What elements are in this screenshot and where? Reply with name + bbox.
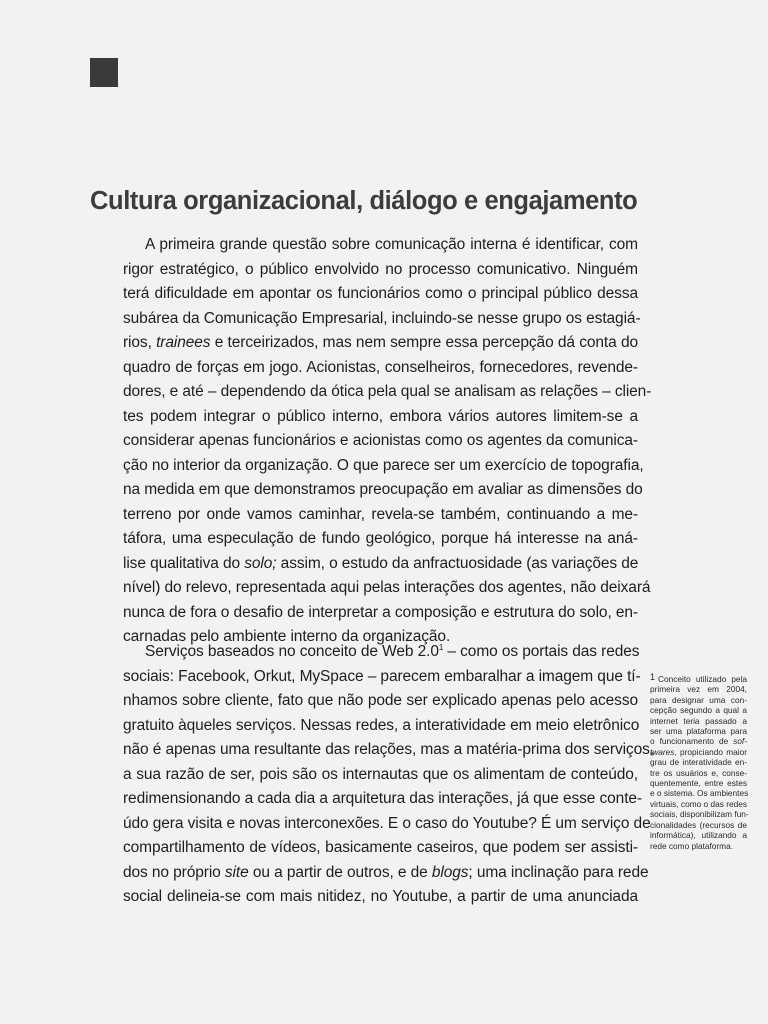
text-line: quadro de forças em jogo. Acionistas, conselheiros, fornecedores, revende- (123, 358, 638, 376)
text-line: compartilhamento de vídeos, basicamente caseiros, que podem ser assisti- (123, 839, 638, 856)
italic-term: site (224, 863, 249, 881)
chapter-marker-square (90, 58, 118, 87)
text-line: A primeira grande questão sobre comunicação interna é identificar, com (145, 236, 638, 253)
italic-term: sof- (733, 736, 747, 747)
text-run: dos no próprio (123, 863, 225, 881)
footnote-line: tre os usuários e, conse- (650, 767, 747, 778)
text-run: Serviços baseados no conceito de Web 2.0 (145, 643, 439, 660)
footnote-line (650, 736, 747, 746)
footnote-line: primeira vez em 2004, (650, 684, 747, 695)
text-line (123, 640, 638, 665)
text-line (123, 331, 638, 356)
italic-term: blogs (431, 863, 469, 881)
text-line: sociais: Facebook, Orkut, MySpace – parecem embaralhar a imagem que tí- (123, 667, 641, 685)
paragraph-2 (123, 640, 654, 910)
italic-term: trainees (156, 334, 211, 351)
text-line: táfora, uma especulação de fundo geológico, porque há interesse na aná- (123, 530, 638, 547)
text-line: rigor estratégico, o público envolvido no processo comunicativo. Ninguém (123, 260, 638, 278)
text-run: , propiciando maior (674, 746, 747, 757)
text-line: terreno por onde vamos caminhar, revela-se também, continuando a me- (123, 505, 638, 523)
text-line: carnadas pelo ambiente interno da organização. (123, 628, 451, 645)
text-line: dores, e até – dependendo da ótica pela qual se analisam as relações – clien- (123, 383, 652, 400)
footnote-line: virtuais, como o das redes (650, 798, 747, 809)
footnote-line: rede como plataforma. (650, 840, 734, 851)
text-line (123, 552, 638, 577)
footnote-line: informática), utilizando a (650, 830, 747, 841)
text-run: rios, (123, 334, 157, 351)
text-line: social delineia-se com mais nitidez, no Youtube, a partir de uma anunciada (123, 888, 638, 905)
footnote-line: para designar uma con- (650, 694, 747, 705)
footnote-line: cionalidades (recursos de (650, 819, 747, 830)
text-line (123, 861, 649, 886)
text-line: nível) do relevo, representada aqui pelas interações dos agentes, não deixará (123, 579, 651, 596)
footnote-line: grau de interatividade en- (650, 757, 747, 768)
text-line: redimensionando a cada dia a arquitetura das interações, já que esse conte- (123, 790, 642, 807)
footnote-number: 1 (650, 672, 656, 682)
text-run: – como os portais das redes (443, 643, 640, 660)
footnote-line (650, 672, 747, 684)
text-line: subárea da Comunicação Empresarial, incluindo-se nesse grupo os estagiá- (123, 309, 641, 327)
text-line: terá dificuldade em apontar os funcionários como o principal público dessa (123, 285, 638, 302)
text-run: o funcionamento de (650, 736, 734, 747)
paragraph-1 (123, 233, 652, 650)
text-run: e terceirizados, mas nem sempre essa percepção dá conta do (210, 334, 638, 351)
text-line: údo gera visita e novas interconexões. E o caso do Youtube? É um serviço de (123, 814, 651, 832)
text-line: nunca de fora o desafio de interpretar a composição e estrutura do solo, en- (123, 603, 638, 621)
text-run: ; uma inclinação para rede (468, 863, 649, 881)
footnote-reference[interactable]: 1 (438, 643, 444, 652)
text-line: não é apenas uma resultante das relações, mas a matéria-prima dos serviços, (123, 741, 654, 758)
footnote-line: internet teria passado a (650, 715, 747, 726)
text-line: gratuito àqueles serviços. Nessas redes, a interatividade em meio eletrônico (123, 716, 640, 734)
italic-term: twares (650, 746, 675, 757)
text-line: ção no interior da organização. O que parece ser um exercício de topografia, (123, 456, 644, 474)
text-run: assim, o estudo da anfractuosidade (as variações de (276, 554, 639, 572)
footnote-line (650, 747, 747, 757)
text-line: considerar apenas funcionários e acionistas como os agentes da comunica- (123, 432, 638, 449)
text-line: nhamos sobre cliente, fato que não pode ser explicado apenas pelo acesso (123, 692, 638, 709)
italic-term: solo; (244, 554, 277, 572)
footnote-line: e o sistema. Os ambientes (650, 788, 749, 799)
footnote-1 (650, 672, 747, 851)
text-run: Conceito utilizado pela (658, 674, 747, 684)
footnote-line: cepção segundo a qual a (650, 705, 747, 716)
text-run: lise qualitativa do (123, 554, 245, 572)
footnote-line: quentemente, entre estes (650, 778, 747, 789)
chapter-title: Cultura organizacional, diálogo e engajamento (90, 187, 638, 215)
footnote-line: ser uma plataforma para (650, 726, 747, 737)
text-line: a sua razão de ser, pois são os internautas que os alimentam de conteúdo, (123, 765, 638, 783)
text-line: tes podem integrar o público interno, embora vários autores limitem-se a (123, 407, 638, 425)
text-run: ou a partir de outros, e de (248, 863, 432, 881)
text-line: na medida em que demonstramos preocupação em avaliar as dimensões do (123, 481, 643, 498)
footnote-line: sociais, disponibilizam fun- (650, 809, 749, 820)
